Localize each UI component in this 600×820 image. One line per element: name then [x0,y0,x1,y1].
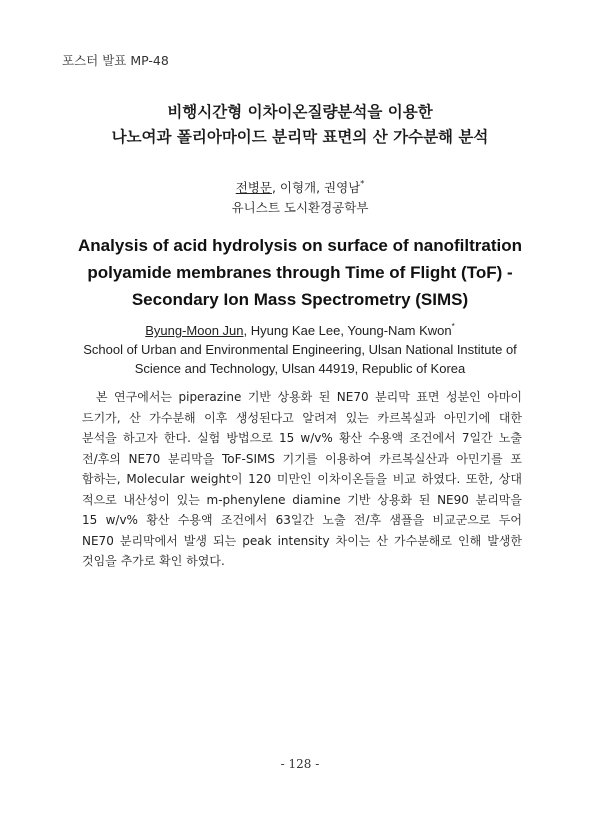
presenter-name-ko: 전병문 [235,180,272,195]
korean-affiliation: 유니스트 도시환경공학부 [231,200,369,215]
english-affiliation-line: School of Urban and Environmental Engineering, Ulsan National Institute of [83,342,517,357]
abstract-line: 분석을 하고자 한다. 실험 방법으로 15 w/v% 황산 수용액 조건에서 7일간 노출 [82,431,522,445]
abstract-line: 함하는, Molecular weight이 120 미만인 이차이온들을 비교 하였다. 또한, 상대 [82,472,522,486]
session-label: 포스터 발표 MP-48 [62,53,169,68]
abstract-body [82,387,522,572]
english-title [0,232,600,313]
corresponding-mark-en: * [451,322,455,331]
abstract-line: 드기가, 산 가수분해 이후 생성된다고 알려져 있는 카르복실과 아민기에 대한 [82,410,522,425]
page-number: - 128 - [280,757,320,771]
abstract-line: 적으로 내산성이 있는 m-phenylene diamine 기반 상용화 된 NE90 분리막을 [82,492,522,507]
abstract-line: NE70 분리막에서 발생 되는 peak intensity 차이는 산 가수분해로 인해 발생한 [82,533,522,548]
english-author-line [0,321,600,340]
english-affiliation-line: Science and Technology, Ulsan 44919, Republic of Korea [134,361,466,376]
abstract-line: 15 w/v% 황산 수용액 조건에서 63일간 노출 전/후 샘플을 비교군으로 두어 [82,513,522,527]
english-title-line: Analysis of acid hydrolysis on surface of nanofiltration [78,236,522,255]
korean-title-line: 비행시간형 이차이온질량분석을 이용한 [167,103,433,121]
coauthors-en: , Hyung Kae Lee, Young-Nam Kwon [243,323,452,338]
english-authors [0,321,600,378]
abstract-line: 전/후의 NE70 분리막을 ToF-SIMS 기기를 이용하여 카르복실산과 아민기를 포 [82,451,522,466]
corresponding-mark-ko: * [360,179,365,188]
english-title-line: polyamide membranes through Time of Flight (ToF) - [87,263,513,282]
korean-title-line: 나노여과 폴리아마이드 분리막 표면의 산 가수분해 분석 [111,128,489,146]
coauthors-ko: , 이형개, 권영남 [271,180,361,195]
korean-authors [0,178,600,218]
korean-title [0,100,600,150]
abstract-line: 것임을 추가로 확인 하였다. [82,554,225,568]
presenter-name-en: Byung-Moon Jun [145,323,244,338]
english-title-line: Secondary Ion Mass Spectrometry (SIMS) [131,290,469,309]
abstract-line: 본 연구에서는 piperazine 기반 상용화 된 NE70 분리막 표면 성분인 아마이 [96,390,522,404]
korean-author-line [0,178,600,198]
